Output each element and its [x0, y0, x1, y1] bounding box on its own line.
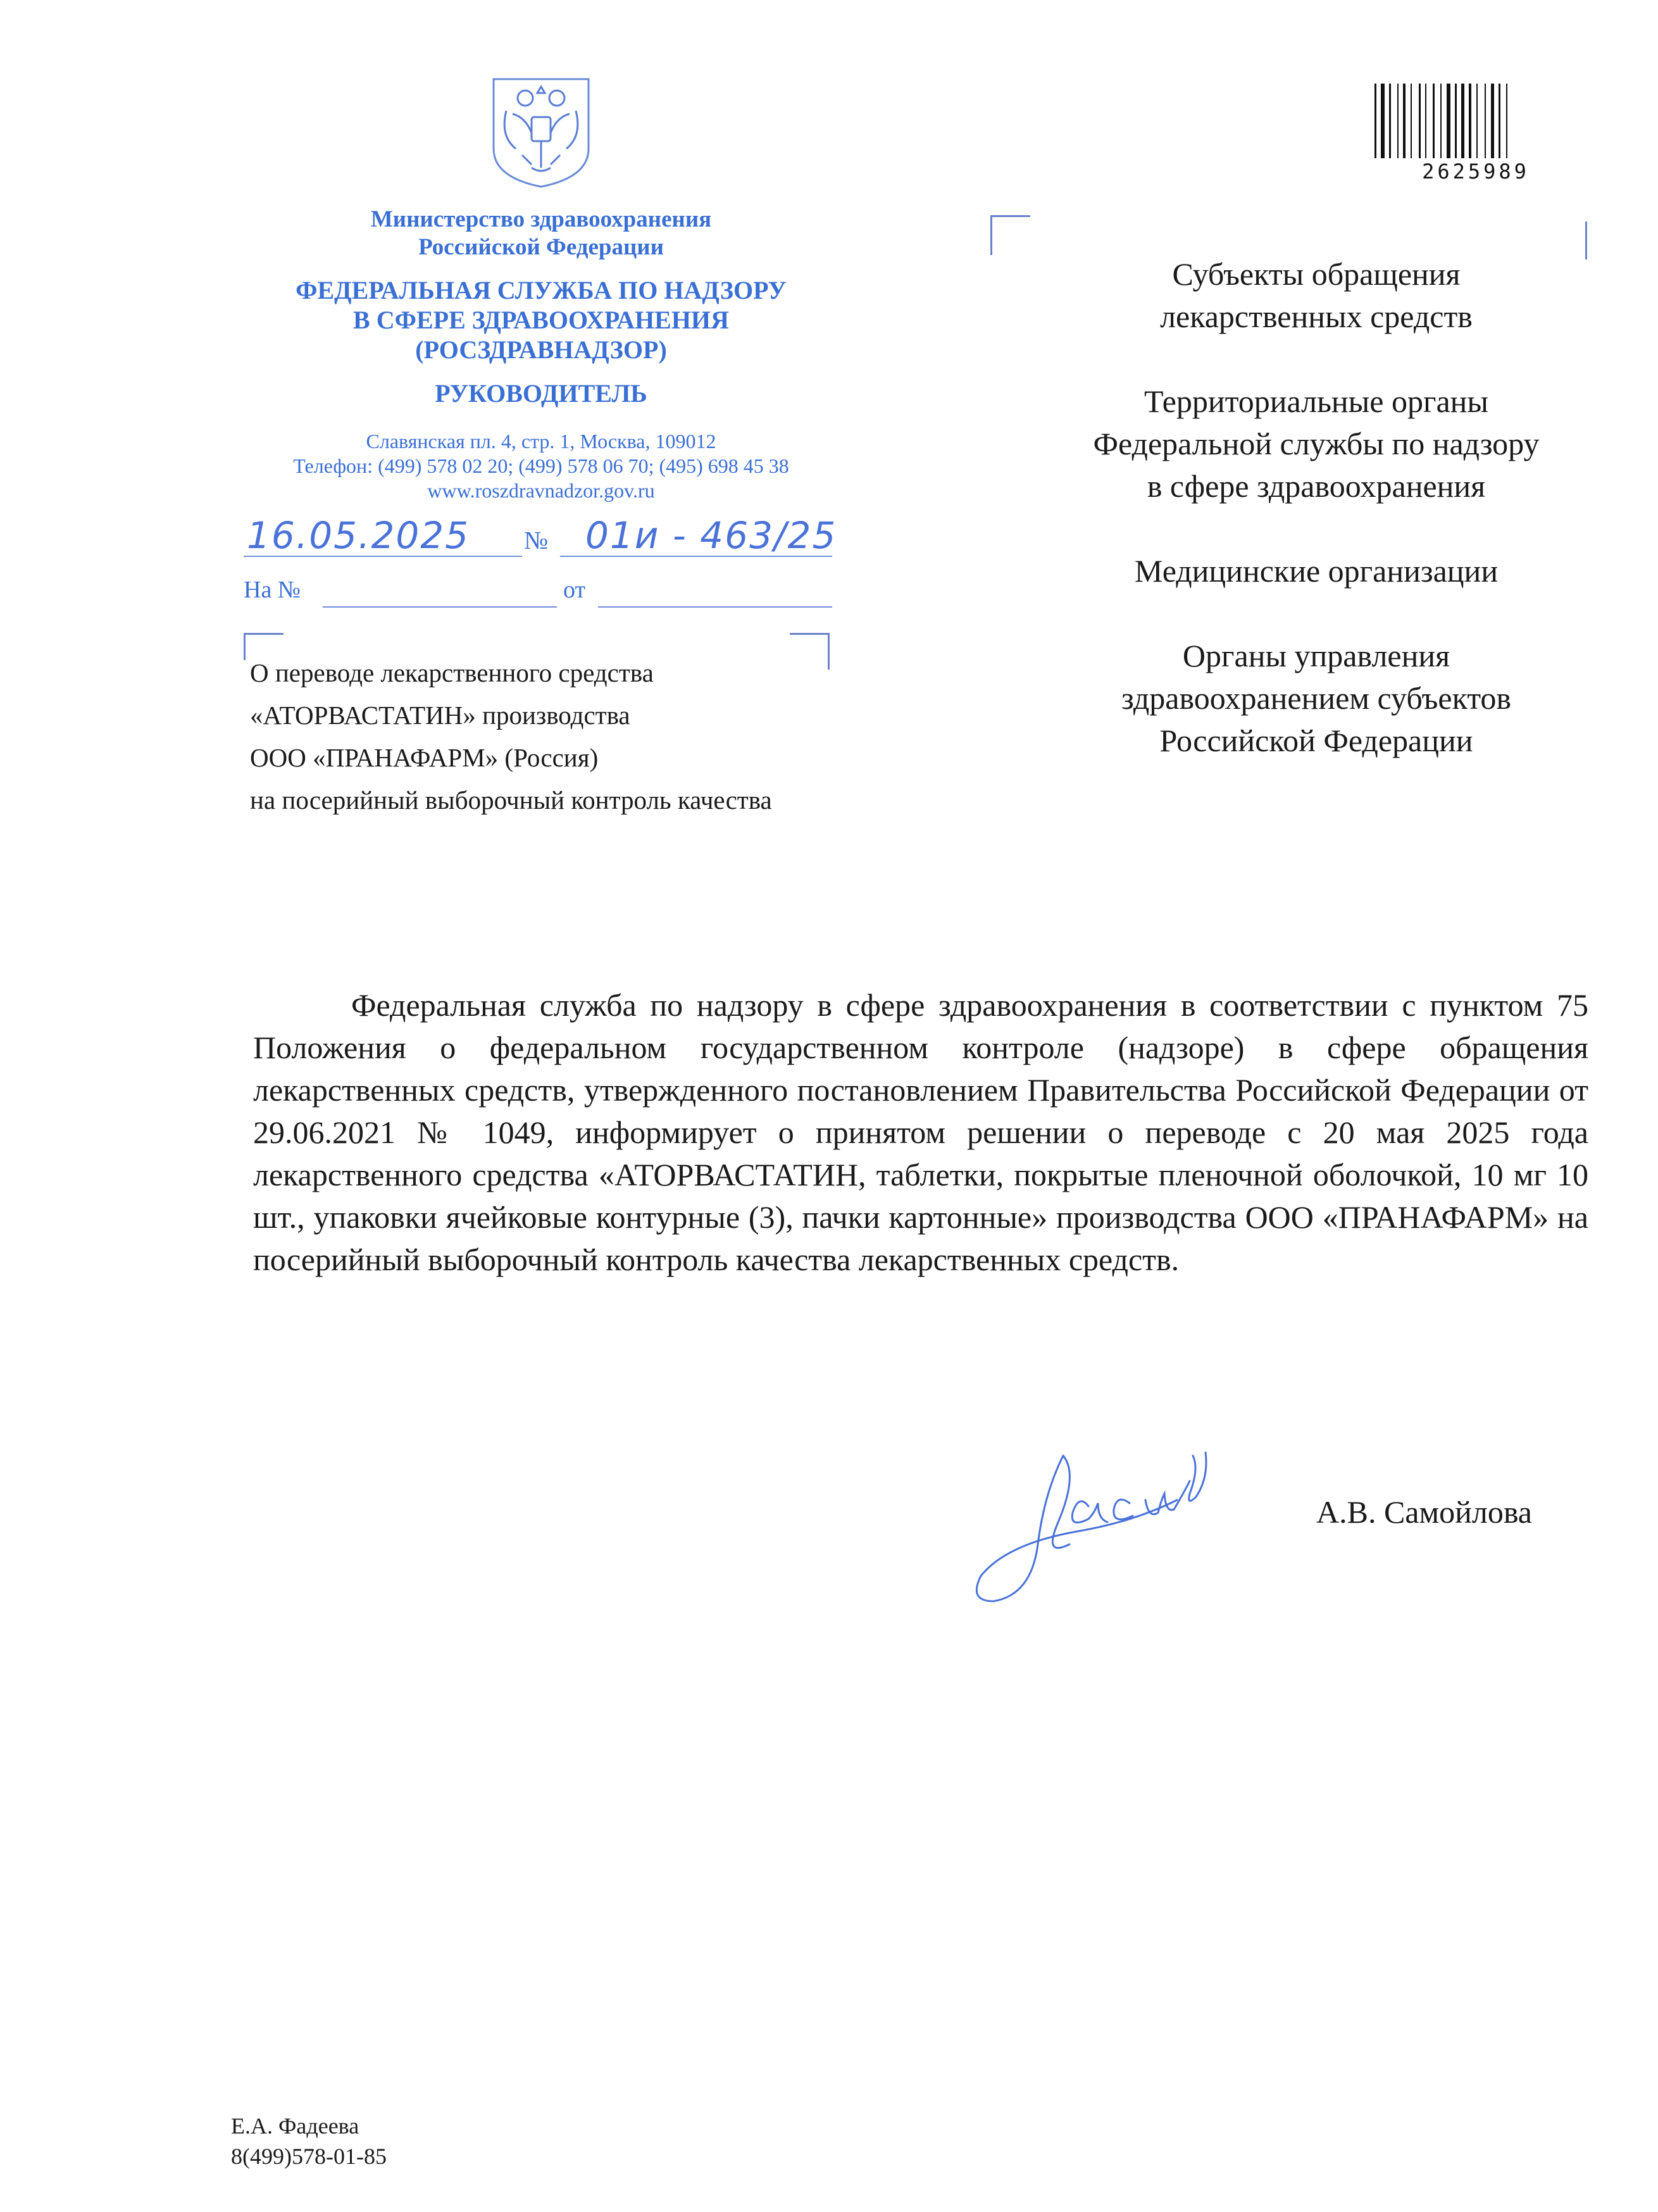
body-paragraph: Федеральная служба по надзору в сфере здравоохранения в соответствии с пунктом 75 Положения о федеральном государственном контроле (надзоре) в сфере обращения лекарственных средств, утвержденного постановлением Правительства Российской Федерации от 29.06.2021 № 1049, информирует о принятом решении о переводе с 20 мая 2025 года лекарственного средства «АТОРВАСТАТИН, таблетки, покрытые пленочной оболочкой, 10 мг 10 шт., упаковки ячейковые контурные (3), пачки картонные» производства ООО «ПРАНАФАРМ» на посерийный выборочный контроль качества лекарственных средств.	[253, 987, 1588, 1277]
barcode-bar	[1411, 84, 1412, 158]
ref-number-underline	[323, 606, 557, 608]
service-line2: В СФЕРЕ ЗДРАВООХРАНЕНИЯ	[353, 306, 729, 334]
ministry-line1: Министерство здравоохранения	[370, 206, 712, 232]
executor-phone: 8(499)578-01-85	[231, 2144, 387, 2169]
recipient-line: Федеральной службы по надзору	[1093, 426, 1540, 461]
recipient-line: Медицинские организации	[1134, 553, 1499, 589]
barcode-bar	[1403, 84, 1406, 158]
barcode-bar	[1440, 84, 1442, 158]
subject-line4: на посерийный выборочный контроль качества	[250, 785, 772, 815]
barcode-bar	[1381, 84, 1385, 158]
barcode	[1374, 84, 1577, 158]
letter-body	[253, 984, 1588, 1281]
barcode-bar	[1397, 84, 1399, 158]
recipient-line: в сфере здравоохранения	[1147, 468, 1486, 504]
recipient-line: лекарственных средств	[1160, 299, 1473, 334]
head-title: РУКОВОДИТЕЛЬ	[435, 379, 647, 408]
letter-subject	[250, 652, 772, 822]
service-line1: ФЕДЕРАЛЬНАЯ СЛУЖБА ПО НАДЗОРУ	[296, 276, 787, 304]
barcode-bar	[1461, 84, 1464, 158]
date-underline	[244, 556, 522, 557]
ministry-name	[209, 206, 873, 261]
address-corner-left	[990, 215, 1030, 255]
recipient-4	[987, 635, 1645, 762]
subject-line1: О переводе лекарственного средства	[250, 658, 654, 687]
subject-line3: ООО «ПРАНАФАРМ» (Россия)	[250, 743, 599, 772]
ref-date-label: от	[563, 577, 586, 603]
service-line3: (РОСЗДРАВНАДЗОР)	[415, 335, 667, 364]
barcode-bar	[1485, 84, 1486, 158]
phones: Телефон: (499) 578 02 20; (499) 578 06 70; (495) 698 45 38	[293, 454, 789, 477]
barcode-bar	[1469, 84, 1471, 158]
barcode-bar	[1374, 84, 1376, 158]
ministry-line2: Российской Федерации	[418, 234, 664, 260]
subject-corner-right	[790, 633, 830, 670]
registration-date: 16.05.2025	[247, 514, 470, 557]
barcode-bar	[1389, 84, 1391, 158]
barcode-bar	[1455, 84, 1457, 158]
recipient-line: здравоохранением субъектов	[1121, 680, 1512, 716]
recipient-line: Территориальные органы	[1144, 384, 1489, 419]
recipient-line: Органы управления	[1182, 638, 1450, 673]
subject-line2: «АТОРВАСТАТИН» производства	[250, 701, 630, 730]
barcode-bar	[1447, 84, 1450, 158]
address: Славянская пл. 4, стр. 1, Москва, 109012	[366, 430, 716, 453]
registration-number: 01и - 463/25	[585, 514, 837, 557]
recipient-line: Субъекты обращения	[1172, 256, 1461, 292]
recipient-line: Российской Федерации	[1159, 723, 1473, 758]
barcode-bar	[1506, 84, 1507, 158]
handwritten-signature	[968, 1418, 1310, 1620]
ref-date-underline	[598, 606, 832, 608]
signer-name: А.В. Самойлова	[1316, 1494, 1532, 1530]
barcode-bar	[1433, 84, 1435, 158]
recipients-block	[987, 253, 1645, 804]
barcode-bar	[1419, 84, 1421, 158]
barcode-bar	[1499, 84, 1500, 158]
recipient-1	[987, 253, 1645, 338]
service-name	[209, 275, 873, 365]
recipient-3	[987, 550, 1645, 592]
executor-name: Е.А. Фадеева	[231, 2113, 359, 2139]
executor-info	[231, 2111, 387, 2171]
barcode-bar	[1425, 84, 1426, 158]
ref-number-label: На №	[244, 577, 301, 603]
barcode-bar	[1491, 84, 1494, 158]
coat-of-arms-emblem	[487, 73, 595, 190]
barcode-bar	[1476, 84, 1478, 158]
number-sign: №	[524, 526, 549, 554]
website: www.roszdravnadzor.gov.ru	[427, 479, 655, 502]
recipient-2	[987, 380, 1645, 508]
barcode-number: 2625989	[1422, 159, 1530, 184]
number-underline	[560, 556, 832, 557]
